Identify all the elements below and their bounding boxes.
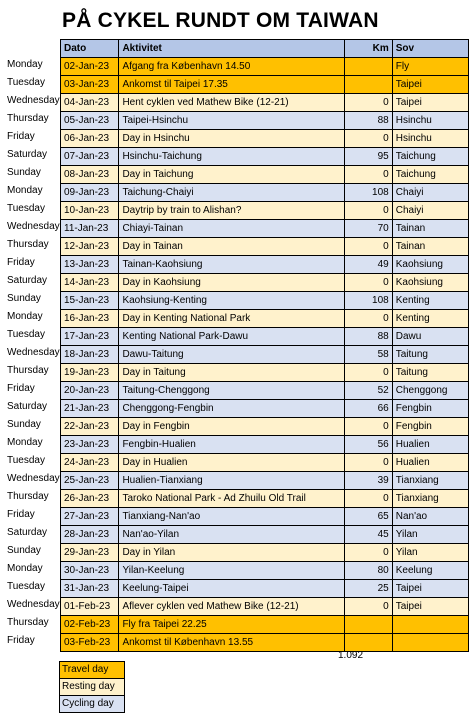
cell-date: 28-Jan-23 <box>61 526 119 544</box>
cell-sleep: Kaohsiung <box>392 256 468 274</box>
cell-sleep: Hualien <box>392 454 468 472</box>
weekday-label: Wednesday <box>7 221 60 232</box>
weekday-label: Friday <box>7 257 35 268</box>
cell-activity: Day in Fengbin <box>119 418 344 436</box>
weekday-label: Friday <box>7 635 35 646</box>
cell-date: 02-Feb-23 <box>61 616 119 634</box>
cell-km: 45 <box>344 526 392 544</box>
cell-km <box>344 634 392 652</box>
weekday-label: Sunday <box>7 167 41 178</box>
cell-sleep: Chaiyi <box>392 202 468 220</box>
cell-activity: Kaohsiung-Kenting <box>119 292 344 310</box>
cell-date: 16-Jan-23 <box>61 310 119 328</box>
cell-activity: Hsinchu-Taichung <box>119 148 344 166</box>
cell-date: 03-Jan-23 <box>61 76 119 94</box>
table-row <box>61 526 469 544</box>
cell-activity: Yilan-Keelung <box>119 562 344 580</box>
cell-activity: Taichung-Chaiyi <box>119 184 344 202</box>
schedule-table <box>60 39 469 652</box>
cell-activity: Hualien-Tianxiang <box>119 472 344 490</box>
header-date: Dato <box>61 40 119 58</box>
cell-sleep: Taipei <box>392 580 468 598</box>
weekday-label: Thursday <box>7 113 49 124</box>
cell-activity: Taitung-Chenggong <box>119 382 344 400</box>
cell-date: 18-Jan-23 <box>61 346 119 364</box>
cell-activity: Day in Kaohsiung <box>119 274 344 292</box>
cell-km: 39 <box>344 472 392 490</box>
cell-sleep: Tainan <box>392 220 468 238</box>
table-row <box>61 616 469 634</box>
table-row <box>61 436 469 454</box>
cell-km: 95 <box>344 148 392 166</box>
weekday-label: Friday <box>7 383 35 394</box>
table-row <box>61 238 469 256</box>
weekday-label: Tuesday <box>7 77 45 88</box>
cell-date: 12-Jan-23 <box>61 238 119 256</box>
total-km: 1.092 <box>338 650 364 661</box>
cell-date: 14-Jan-23 <box>61 274 119 292</box>
weekday-label: Thursday <box>7 491 49 502</box>
cell-sleep <box>392 616 468 634</box>
cell-activity: Nan'ao-Yilan <box>119 526 344 544</box>
cell-date: 05-Jan-23 <box>61 112 119 130</box>
table-row <box>61 490 469 508</box>
table-row <box>61 508 469 526</box>
cell-km: 0 <box>344 598 392 616</box>
cell-date: 27-Jan-23 <box>61 508 119 526</box>
table-row <box>61 634 469 652</box>
cell-date: 02-Jan-23 <box>61 58 119 76</box>
weekday-label: Tuesday <box>7 329 45 340</box>
cell-km <box>344 616 392 634</box>
cell-activity: Tainan-Kaohsiung <box>119 256 344 274</box>
header-km: Km <box>344 40 392 58</box>
cell-km: 49 <box>344 256 392 274</box>
cell-activity: Chenggong-Fengbin <box>119 400 344 418</box>
cell-date: 20-Jan-23 <box>61 382 119 400</box>
table-row <box>61 328 469 346</box>
cell-km: 66 <box>344 400 392 418</box>
cell-activity: Ankomst til København 13.55 <box>119 634 344 652</box>
cell-km: 0 <box>344 418 392 436</box>
cell-sleep: Tianxiang <box>392 472 468 490</box>
cell-activity: Fengbin-Hualien <box>119 436 344 454</box>
header-activity: Aktivitet <box>119 40 344 58</box>
cell-km: 0 <box>344 94 392 112</box>
weekday-label: Saturday <box>7 149 48 160</box>
cell-activity: Kenting National Park-Dawu <box>119 328 344 346</box>
table-row <box>61 418 469 436</box>
cell-km: 65 <box>344 508 392 526</box>
cell-sleep: Taitung <box>392 346 468 364</box>
cell-sleep: Yilan <box>392 544 468 562</box>
table-row <box>61 400 469 418</box>
cell-date: 01-Feb-23 <box>61 598 119 616</box>
cell-km: 0 <box>344 238 392 256</box>
table-row <box>61 544 469 562</box>
weekday-label: Saturday <box>7 275 48 286</box>
table-row <box>61 580 469 598</box>
cell-km: 0 <box>344 490 392 508</box>
table-row <box>61 562 469 580</box>
weekday-label: Sunday <box>7 419 41 430</box>
cell-km: 0 <box>344 310 392 328</box>
cell-activity: Ankomst til Taipei 17.35 <box>119 76 344 94</box>
cell-km: 56 <box>344 436 392 454</box>
cell-sleep: Fly <box>392 58 468 76</box>
cell-date: 15-Jan-23 <box>61 292 119 310</box>
table-row <box>61 310 469 328</box>
cell-activity: Day in Tainan <box>119 238 344 256</box>
cell-km: 0 <box>344 202 392 220</box>
weekday-label: Friday <box>7 131 35 142</box>
weekday-label: Saturday <box>7 527 48 538</box>
cell-km <box>344 76 392 94</box>
table-row <box>61 220 469 238</box>
cell-activity: Hent cyklen ved Mathew Bike (12-21) <box>119 94 344 112</box>
legend-cycling-day: Cycling day <box>60 696 125 713</box>
weekday-label: Monday <box>7 185 43 196</box>
table-row <box>61 184 469 202</box>
cell-km: 0 <box>344 166 392 184</box>
cell-sleep: Hsinchu <box>392 130 468 148</box>
weekday-label: Monday <box>7 311 43 322</box>
cell-sleep: Tianxiang <box>392 490 468 508</box>
cell-sleep: Taitung <box>392 364 468 382</box>
cell-km: 52 <box>344 382 392 400</box>
table-row <box>61 94 469 112</box>
header-row <box>61 40 469 58</box>
cell-sleep: Hualien <box>392 436 468 454</box>
cell-activity: Day in Taichung <box>119 166 344 184</box>
cell-sleep: Fengbin <box>392 400 468 418</box>
cell-sleep: Dawu <box>392 328 468 346</box>
weekday-label: Thursday <box>7 239 49 250</box>
table-row <box>61 202 469 220</box>
table-row <box>61 472 469 490</box>
weekday-label: Wednesday <box>7 473 60 484</box>
weekday-label: Monday <box>7 59 43 70</box>
cell-sleep: Kenting <box>392 292 468 310</box>
cell-sleep: Tainan <box>392 238 468 256</box>
table-row <box>61 274 469 292</box>
cell-sleep: Chaiyi <box>392 184 468 202</box>
header-sleep: Sov <box>392 40 468 58</box>
cell-date: 11-Jan-23 <box>61 220 119 238</box>
cell-date: 08-Jan-23 <box>61 166 119 184</box>
cell-km: 108 <box>344 184 392 202</box>
cell-activity: Chiayi-Tainan <box>119 220 344 238</box>
cell-activity: Tianxiang-Nan'ao <box>119 508 344 526</box>
cell-activity: Day in Hsinchu <box>119 130 344 148</box>
cell-km: 88 <box>344 328 392 346</box>
cell-sleep: Taipei <box>392 76 468 94</box>
cell-km: 0 <box>344 364 392 382</box>
cell-date: 29-Jan-23 <box>61 544 119 562</box>
cell-activity: Fly fra Taipei 22.25 <box>119 616 344 634</box>
table-row <box>61 112 469 130</box>
cell-sleep: Fengbin <box>392 418 468 436</box>
cell-km: 0 <box>344 130 392 148</box>
weekday-label: Sunday <box>7 545 41 556</box>
cell-sleep: Chenggong <box>392 382 468 400</box>
cell-date: 19-Jan-23 <box>61 364 119 382</box>
cell-activity: Keelung-Taipei <box>119 580 344 598</box>
cell-date: 17-Jan-23 <box>61 328 119 346</box>
cell-km: 88 <box>344 112 392 130</box>
cell-sleep: Kenting <box>392 310 468 328</box>
cell-km: 0 <box>344 274 392 292</box>
table-row <box>61 76 469 94</box>
weekday-label: Thursday <box>7 365 49 376</box>
cell-date: 09-Jan-23 <box>61 184 119 202</box>
weekday-label: Saturday <box>7 401 48 412</box>
table-row <box>61 364 469 382</box>
cell-date: 30-Jan-23 <box>61 562 119 580</box>
cell-activity: Aflever cyklen ved Mathew Bike (12-21) <box>119 598 344 616</box>
cell-km: 0 <box>344 454 392 472</box>
cell-sleep: Taichung <box>392 166 468 184</box>
cell-sleep: Yilan <box>392 526 468 544</box>
weekday-label: Tuesday <box>7 203 45 214</box>
cell-activity: Day in Hualien <box>119 454 344 472</box>
weekday-label: Friday <box>7 509 35 520</box>
table-row <box>61 346 469 364</box>
weekday-label: Wednesday <box>7 599 60 610</box>
cell-date: 23-Jan-23 <box>61 436 119 454</box>
cell-km: 108 <box>344 292 392 310</box>
weekday-label: Wednesday <box>7 347 60 358</box>
cell-activity: Dawu-Taitung <box>119 346 344 364</box>
cell-km: 0 <box>344 544 392 562</box>
cell-sleep: Kaohsiung <box>392 274 468 292</box>
cell-activity: Day in Yilan <box>119 544 344 562</box>
cell-km <box>344 58 392 76</box>
weekday-label: Thursday <box>7 617 49 628</box>
table-row <box>61 130 469 148</box>
legend-resting-day: Resting day <box>60 679 125 696</box>
page-title: PÅ CYKEL RUNDT OM TAIWAN <box>62 9 379 32</box>
cell-activity: Day in Taitung <box>119 364 344 382</box>
cell-activity: Afgang fra København 14.50 <box>119 58 344 76</box>
cell-date: 04-Jan-23 <box>61 94 119 112</box>
legend-travel-day: Travel day <box>60 662 125 679</box>
table-row <box>61 148 469 166</box>
weekday-label: Monday <box>7 563 43 574</box>
weekday-label: Sunday <box>7 293 41 304</box>
cell-date: 26-Jan-23 <box>61 490 119 508</box>
weekday-label: Tuesday <box>7 581 45 592</box>
cell-km: 58 <box>344 346 392 364</box>
cell-date: 24-Jan-23 <box>61 454 119 472</box>
cell-activity: Taipei-Hsinchu <box>119 112 344 130</box>
cell-activity: Taroko National Park - Ad Zhuilu Old Trail <box>119 490 344 508</box>
table-row <box>61 292 469 310</box>
cell-km: 80 <box>344 562 392 580</box>
cell-date: 03-Feb-23 <box>61 634 119 652</box>
legend <box>59 661 125 713</box>
table-row <box>61 58 469 76</box>
cell-date: 21-Jan-23 <box>61 400 119 418</box>
cell-date: 06-Jan-23 <box>61 130 119 148</box>
cell-activity: Day in Kenting National Park <box>119 310 344 328</box>
cell-date: 10-Jan-23 <box>61 202 119 220</box>
weekday-label: Wednesday <box>7 95 60 106</box>
cell-date: 22-Jan-23 <box>61 418 119 436</box>
cell-sleep: Taipei <box>392 598 468 616</box>
cell-sleep: Taichung <box>392 148 468 166</box>
table-row <box>61 382 469 400</box>
cell-km: 25 <box>344 580 392 598</box>
cell-activity: Daytrip by train to Alishan? <box>119 202 344 220</box>
table-row <box>61 166 469 184</box>
cell-date: 31-Jan-23 <box>61 580 119 598</box>
table-row <box>61 598 469 616</box>
cell-km: 70 <box>344 220 392 238</box>
weekday-label: Monday <box>7 437 43 448</box>
cell-sleep: Hsinchu <box>392 112 468 130</box>
cell-sleep: Nan'ao <box>392 508 468 526</box>
weekday-label: Tuesday <box>7 455 45 466</box>
cell-date: 13-Jan-23 <box>61 256 119 274</box>
table-row <box>61 256 469 274</box>
cell-sleep: Keelung <box>392 562 468 580</box>
table-row <box>61 454 469 472</box>
cell-date: 07-Jan-23 <box>61 148 119 166</box>
cell-date: 25-Jan-23 <box>61 472 119 490</box>
cell-sleep: Taipei <box>392 94 468 112</box>
cell-sleep <box>392 634 468 652</box>
